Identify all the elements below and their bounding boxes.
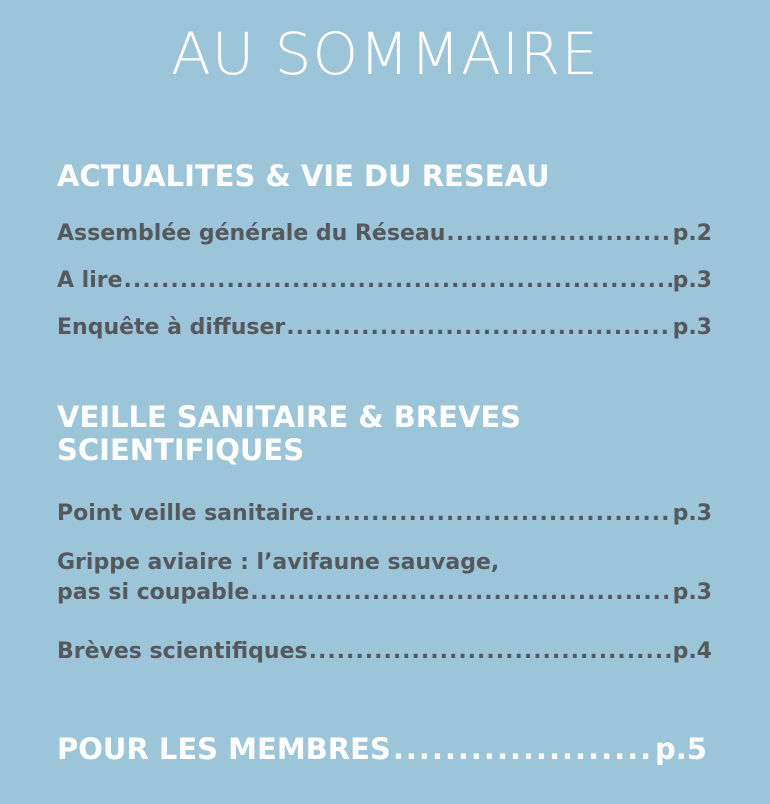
toc-entry-point-veille[interactable] (57, 499, 712, 529)
toc-entry-grippe-aviaire[interactable] (57, 548, 712, 608)
toc-entry-a-lire[interactable] (57, 266, 712, 296)
toc-entry-label: Assemblée générale du Réseau (57, 221, 446, 246)
toc-entry-enquete[interactable] (57, 313, 712, 343)
section-heading-line: VEILLE SANITAIRE & BREVES (57, 400, 522, 434)
toc-entry-page: p.3 (672, 268, 712, 293)
toc-entry-page: p.5 (655, 732, 707, 766)
dot-leader (124, 266, 672, 296)
page-title: AU SOMMAIRE (171, 20, 599, 88)
toc-entry-breves[interactable] (57, 637, 712, 667)
dot-leader (315, 499, 672, 529)
toc-entry-page: p.3 (672, 501, 712, 526)
toc-entry-page: p.3 (672, 315, 712, 340)
toc-entry-label: Enquête à diffuser (57, 315, 286, 340)
dot-leader (393, 733, 653, 766)
section-heading-membres: POUR LES MEMBRES (57, 732, 391, 766)
section-heading-veille (57, 401, 521, 467)
section-heading-actualites: ACTUALITES & VIE DU RESEAU (57, 159, 550, 193)
toc-entry-assemblee[interactable] (57, 219, 712, 249)
dot-leader (250, 578, 671, 608)
dot-leader (309, 637, 672, 667)
toc-entry-label: Brèves scientifiques (57, 639, 308, 664)
toc-entry-label: Grippe aviaire : l’avifaune sauvage, (57, 550, 500, 575)
dot-leader (446, 219, 671, 249)
toc-entry-label: pas si coupable (57, 580, 250, 605)
toc-entry-page: p.2 (672, 221, 712, 246)
toc-entry-membres[interactable] (57, 733, 707, 766)
toc-entry-label: A lire (57, 268, 123, 293)
dot-leader (286, 313, 671, 343)
toc-entry-page: p.4 (672, 639, 712, 664)
toc-entry-page: p.3 (672, 580, 712, 605)
section-heading-line: SCIENTIFIQUES (57, 433, 305, 467)
toc-entry-label: Point veille sanitaire (57, 501, 314, 526)
